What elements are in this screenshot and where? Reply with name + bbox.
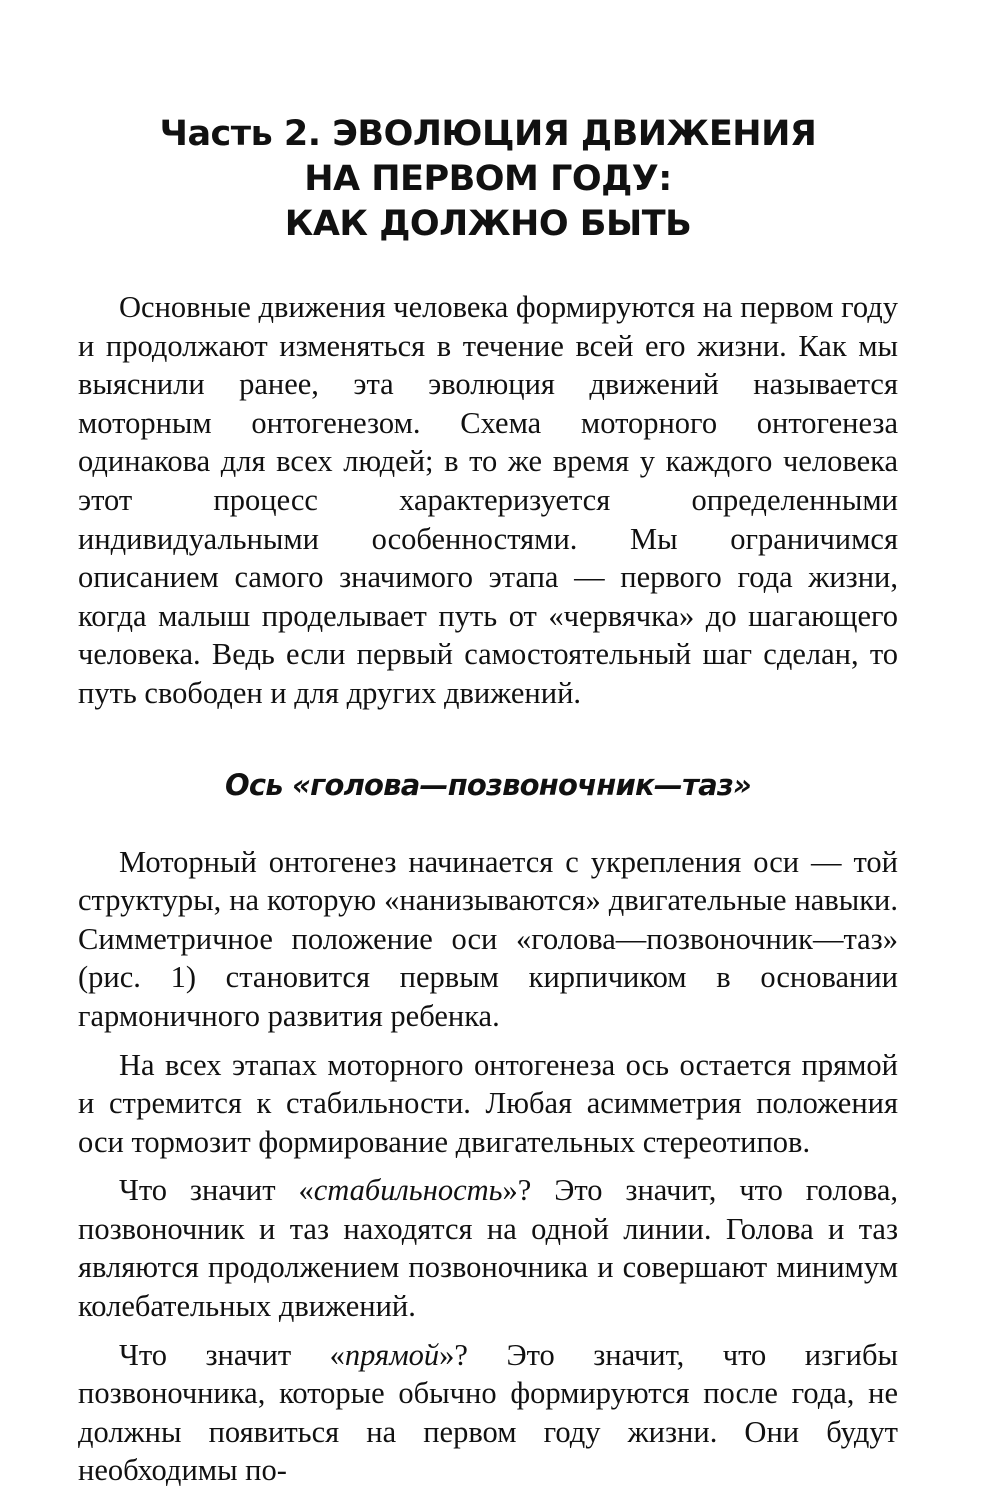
section-paragraph-3 (78, 1171, 898, 1325)
section-title: Ось «голова—позвоночник—таз» (225, 767, 751, 802)
intro-block (78, 288, 898, 713)
chapter-title-line: НА ПЕРВОМ ГОДУ: (304, 159, 672, 199)
intro-paragraph: Основные движения человека формируются на первом году и продолжают изменяться в течение всей его жизни. Как мы выяснили ранее, эта эволюция движений называется моторным онтогенезом. Схема моторного онтогенеза одинакова для всех людей; в то же время у каждого человека этот процесс характеризуется определенными индивидуальными особенностями. Мы ограничимся описанием самого значимого этапа — первого года жизни, когда малыш проделывает путь от «червячка» до шагающего человека. Ведь если первый самостоятельный шаг сделан, то путь свободен и для других движений. (78, 290, 898, 710)
chapter-title (78, 112, 898, 247)
section-paragraph-2: На всех этапах моторного онтогенеза ось остается прямой и стремится к стабильности. Любая асимметрия положения оси тормозит формирование двигательных стереотипов. (78, 1047, 898, 1159)
paragraph-text: »? Это значит, что изгибы позвоночника, которые обычно формируются после года, не должны появиться на первом году жизни. Они будут необходимы по- (78, 1337, 898, 1488)
section-paragraph-1: Моторный онтогенез начинается с укрепления оси — той структуры, на которую «нанизываются» двигательные навыки. Симметричное положение оси «голова—позвоночник—таз» (рис. 1) становится первым кирпичиком в основании гармоничного развития ребенка. (78, 844, 898, 1033)
section-paragraph-4 (78, 1336, 898, 1490)
emphasis-term: прямой (344, 1337, 440, 1372)
paragraph-text: Что значит « (119, 1173, 314, 1208)
paragraph-text: Что значит « (119, 1337, 345, 1372)
chapter-title-line: КАК ДОЛЖНО БЫТЬ (284, 204, 692, 244)
paragraph-text: »? Это значит, что голова, позвоночник и таз находятся на одной линии. Голова и таз являются продолжением позвоночника и совершают минимум колебательных движений. (78, 1173, 898, 1324)
emphasis-term: стабильность (313, 1173, 503, 1208)
section-body (78, 843, 898, 1490)
chapter-title-line: Часть 2. ЭВОЛЮЦИЯ ДВИЖЕНИЯ (159, 114, 817, 154)
